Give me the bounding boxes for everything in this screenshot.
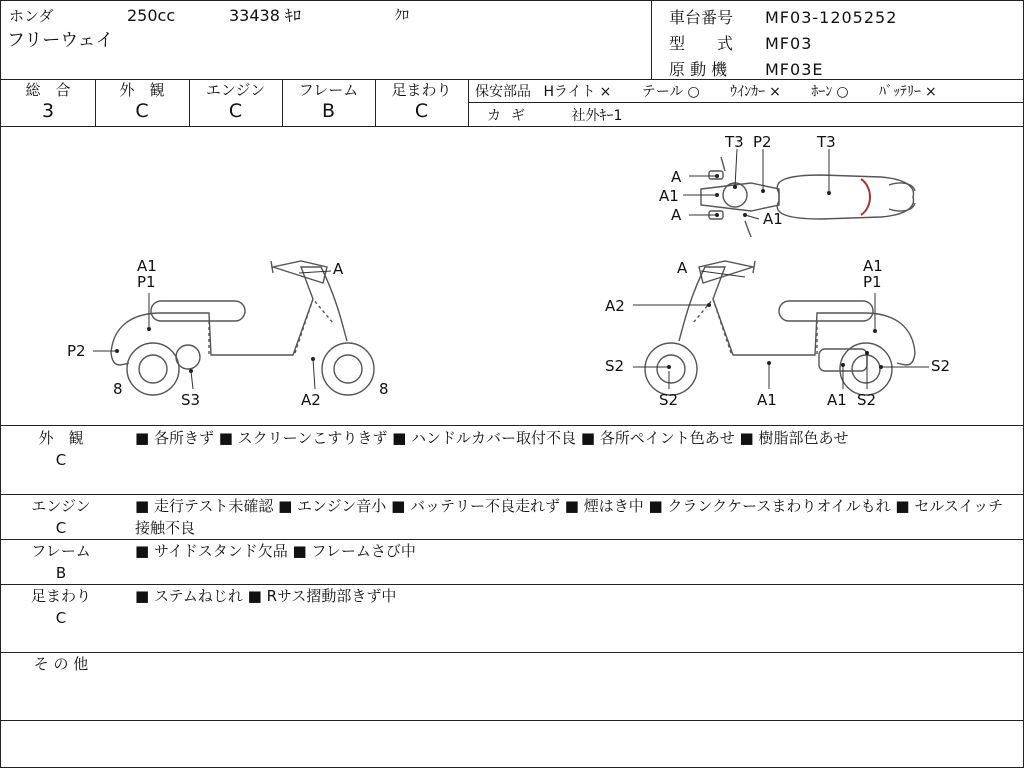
diagram-label: 8	[379, 380, 389, 398]
comment-text: ■ 走行テスト未確認 ■ エンジン音小 ■ バッテリー不良走れず ■ 煙はき中 ■ クランクケースまわりオイルもれ ■ セルスイッチ接触不良	[135, 497, 1004, 537]
comment-category	[1, 585, 121, 629]
type-row	[669, 31, 812, 54]
rating-label: 外 観	[119, 81, 165, 99]
safety-item-name: ﾊﾞｯﾃﾘｰ	[879, 84, 922, 100]
safety-label: 保安部品	[475, 84, 531, 100]
diagram-label: S2	[605, 357, 625, 375]
rating-value: C	[135, 100, 149, 122]
frame-number-label: 車台番号	[669, 8, 734, 27]
comment-row-engine	[1, 495, 1023, 539]
rating-label: エンジン	[205, 81, 266, 99]
comment-category-label: 外 観	[38, 429, 84, 447]
body-color: ｸﾛ	[395, 8, 409, 24]
diagram-label: A1	[763, 210, 783, 228]
safety-item-mark: ×	[769, 84, 781, 100]
divider	[468, 79, 469, 126]
frame-number: MF03-1205252	[765, 8, 898, 27]
safety-item-mark: ○	[687, 84, 700, 100]
safety-item-mark: ○	[836, 84, 849, 100]
rating-label: フレーム	[298, 81, 359, 99]
divider	[1, 720, 1023, 721]
rating-frame	[282, 81, 375, 120]
scooter-sketches	[1, 127, 1023, 425]
rating-overall	[1, 81, 95, 120]
diagram-label: A1	[863, 257, 883, 275]
safety-parts	[475, 81, 937, 101]
diagram-label: A1	[137, 257, 157, 275]
diagram-label: A1	[659, 187, 679, 205]
comment-category-label: エンジン	[31, 497, 91, 515]
diagram-label: S2	[931, 357, 951, 375]
comment-row-other	[1, 653, 1023, 719]
comment-category	[1, 540, 121, 584]
diagram-label: S2	[659, 391, 679, 409]
key-value: 社外ｷｰ1	[571, 108, 623, 124]
engine-value: MF03E	[765, 60, 824, 79]
rating-suspension	[375, 81, 468, 120]
rating-value: 3	[41, 100, 55, 122]
diagram-label: A2	[605, 297, 625, 315]
comment-text: ■ ステムねじれ ■ Rサス摺動部きず中	[135, 587, 397, 605]
model-name: フリーウェイ	[7, 30, 114, 51]
vehicle-specs	[651, 1, 1023, 79]
comment-text: ■ サイドスタンド欠品 ■ フレームさび中	[135, 542, 416, 560]
safety-item-mark: ×	[599, 84, 612, 100]
engine-label: 原 動 機	[669, 60, 728, 79]
diagram-label: S3	[181, 391, 201, 409]
safety-item-name: テール	[641, 84, 684, 100]
comment-row-frame	[1, 540, 1023, 584]
diagram-label: A	[333, 260, 344, 278]
diagram-label: P2	[67, 342, 86, 360]
mileage: 33438 ｷﾛ	[229, 6, 301, 25]
key-row	[487, 105, 622, 125]
diagram-label: P1	[863, 273, 882, 291]
safety-item-name: Hライト	[543, 84, 596, 100]
diagram-label: P1	[137, 273, 156, 291]
diagram-label: A1	[827, 391, 847, 409]
comment-grade: C	[55, 609, 67, 627]
rating-value: C	[228, 100, 243, 122]
comment-grade: C	[55, 451, 67, 469]
comment-category-label: フレーム	[31, 542, 91, 560]
comment-grade: C	[55, 519, 67, 537]
divider	[469, 102, 1023, 103]
key-label: カギ	[487, 108, 535, 124]
comment-row-suspension	[1, 585, 1023, 651]
diagram-label: A2	[301, 391, 321, 409]
diagram-label: A	[671, 206, 682, 224]
safety-item-mark: ×	[925, 84, 937, 100]
engine-row	[669, 57, 823, 80]
comment-grade: B	[55, 564, 67, 582]
safety-item-name: ﾎｰﾝ	[811, 84, 833, 100]
rating-value: B	[321, 100, 336, 122]
brand: ホンダ	[9, 7, 54, 25]
diagram-label: T3	[725, 133, 744, 151]
displacement: 250cc	[127, 6, 176, 25]
diagram-label: 8	[113, 380, 123, 398]
diagram-label: T3	[817, 133, 836, 151]
comment-text: ■ 各所きず ■ スクリーンこすりきず ■ ハンドルカバー取付不良 ■ 各所ペイント色あせ ■ 樹脂部色あせ	[135, 429, 849, 447]
rating-value: C	[414, 100, 429, 122]
rating-engine	[189, 81, 282, 120]
vehicle-summary	[1, 1, 651, 79]
diagram-label: P2	[753, 133, 772, 151]
rating-label: 総 合	[25, 81, 71, 99]
comment-row-exterior	[1, 427, 1023, 493]
type-value: MF03	[765, 34, 813, 53]
comment-category	[1, 495, 121, 539]
diagram-label: A1	[757, 391, 777, 409]
safety-item-name: ｳｲﾝｶｰ	[730, 84, 766, 100]
divider	[1, 79, 1023, 80]
diagram-label: A	[671, 168, 682, 186]
diagram-label: A	[677, 259, 688, 277]
damage-diagram	[1, 127, 1023, 425]
type-label: 型 式	[669, 34, 734, 53]
comment-category	[1, 427, 121, 471]
divider	[1, 425, 1023, 426]
diagram-label: S2	[857, 391, 877, 409]
frame-number-row	[669, 5, 897, 28]
comment-category	[1, 653, 121, 675]
rating-label: 足まわり	[391, 81, 452, 99]
comment-category-label: 足まわり	[30, 587, 91, 605]
scooter-top-view	[701, 157, 915, 237]
comment-category-label: そ の 他	[33, 655, 89, 673]
rating-exterior	[95, 81, 189, 120]
